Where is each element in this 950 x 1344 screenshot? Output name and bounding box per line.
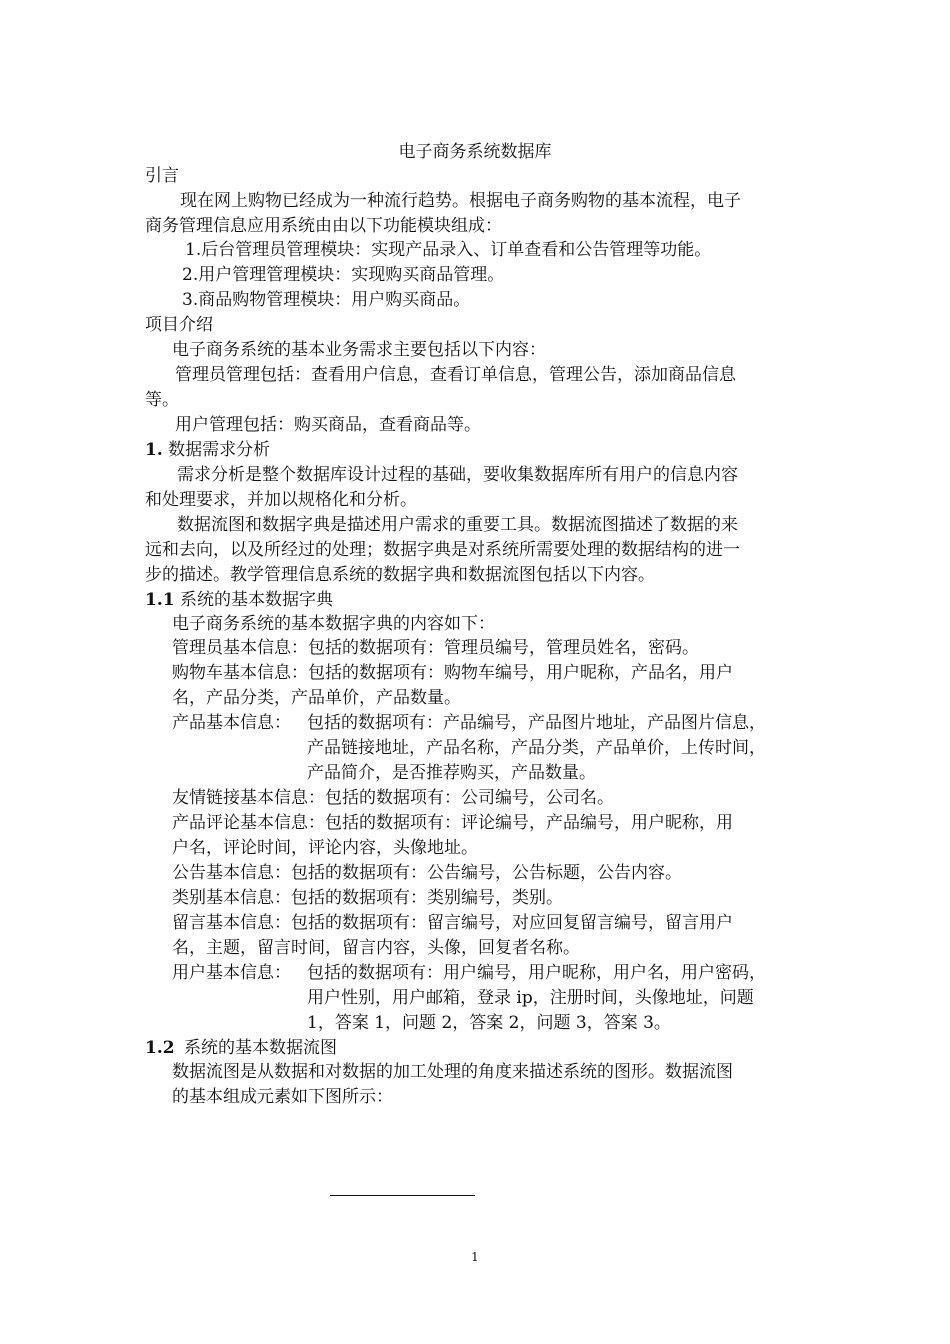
dictionary-link: 友情链接基本信息：包括的数据项有：公司编号，公司名。 [172, 788, 614, 808]
intro-heading: 引言 [145, 166, 179, 186]
project-heading: 项目介绍 [145, 315, 213, 335]
page-number: 1 [471, 1250, 479, 1264]
section-1-2-heading [145, 1036, 337, 1060]
project-admin-line: 等。 [145, 390, 179, 410]
project-admin-line: 管理员管理包括：查看用户信息，查看订单信息，管理公告，添加商品信息 [175, 365, 736, 385]
intro-paragraph-line: 现在网上购物已经成为一种流行趋势。根据电子商务购物的基本流程，电子 [180, 191, 741, 211]
section-title: 数据需求分析 [168, 440, 271, 460]
dictionary-user-line: 包括的数据项有：用户编号，用户昵称，用户名，用户密码， [307, 963, 766, 983]
section-1-paragraph-line: 需求分析是整个数据库设计过程的基础，要收集数据库所有用户的信息内容 [177, 465, 738, 485]
dictionary-notice: 公告基本信息：包括的数据项有：公告编号，公告标题，公告内容。 [172, 863, 682, 883]
dictionary-user-line: 1，答案 1，问题 2，答案 2，问题 3，答案 3。 [307, 1013, 671, 1033]
dictionary-cart-line: 购物车基本信息：包括的数据项有：购物车编号，用户昵称，产品名，用户 [172, 663, 733, 683]
dictionary-product-line: 产品简介，是否推荐购买，产品数量。 [307, 763, 596, 783]
section-1-paragraph-line: 数据流图和数据字典是描述用户需求的重要工具。数据流图描述了数据的来 [177, 515, 738, 535]
dictionary-user-line: 用户性别，用户邮箱，登录 ip，注册时间，头像地址，问题 [307, 988, 754, 1008]
dictionary-review-line: 户名，评论时间，评论内容，头像地址。 [172, 838, 478, 858]
section-number: 1.1 [145, 590, 175, 610]
dictionary-message-line: 留言基本信息：包括的数据项有：留言编号，对应回复留言编号，留言用户 [172, 913, 733, 933]
module-item-2: 2.用户管理管理模块：实现购买商品管理。 [182, 265, 505, 285]
project-paragraph: 电子商务系统的基本业务需求主要包括以下内容： [172, 340, 546, 360]
section-1-2-paragraph-line: 数据流图是从数据和对数据的加工处理的角度来描述系统的图形。数据流图 [172, 1062, 733, 1082]
document-title: 电子商务系统数据库 [398, 142, 552, 162]
dictionary-admin: 管理员基本信息：包括的数据项有：管理员编号，管理员姓名，密码。 [172, 638, 699, 658]
dictionary-cart-line: 名，产品分类，产品单价，产品数量。 [172, 688, 461, 708]
module-item-1: 1.后台管理员管理模块：实现产品录入、订单查看和公告管理等功能。 [185, 240, 712, 260]
module-item-3: 3.商品购物管理模块：用户购买商品。 [182, 290, 471, 310]
section-1-2-paragraph-line: 的基本组成元素如下图所示： [172, 1087, 393, 1107]
section-1-heading [145, 438, 270, 462]
intro-paragraph-line: 商务管理信息应用系统由由以下功能模块组成： [145, 216, 502, 236]
dictionary-user-label: 用户基本信息： [172, 963, 291, 983]
section-title: 系统的基本数据流图 [183, 1038, 337, 1058]
dictionary-category: 类别基本信息：包括的数据项有：类别编号，类别。 [172, 888, 563, 908]
section-1-paragraph-line: 和处理要求，并加以规格化和分析。 [145, 490, 417, 510]
section-1-paragraph-line: 远和去向，以及所经过的处理；数据字典是对系统所需要处理的数据结构的进一 [145, 540, 740, 560]
dictionary-product-line: 包括的数据项有：产品编号，产品图片地址，产品图片信息， [307, 713, 766, 733]
dictionary-intro: 电子商务系统的基本数据字典的内容如下： [172, 614, 495, 634]
section-title: 系统的基本数据字典 [179, 590, 333, 610]
section-1-1-heading [145, 588, 333, 612]
footnote-separator [330, 1195, 475, 1196]
dictionary-product-label: 产品基本信息： [172, 713, 291, 733]
dictionary-review-line: 产品评论基本信息：包括的数据项有：评论编号，产品编号，用户昵称，用 [172, 813, 733, 833]
section-number: 1.2 [145, 1038, 175, 1058]
project-user-line: 用户管理包括：购买商品，查看商品等。 [175, 415, 481, 435]
section-1-paragraph-line: 步的描述。教学管理信息系统的数据字典和数据流图包括以下内容。 [145, 565, 655, 585]
dictionary-message-line: 名，主题，留言时间，留言内容，头像，回复者名称。 [172, 938, 580, 958]
section-number: 1. [145, 440, 163, 460]
dictionary-product-line: 产品链接地址，产品名称，产品分类，产品单价，上传时间， [307, 738, 766, 758]
